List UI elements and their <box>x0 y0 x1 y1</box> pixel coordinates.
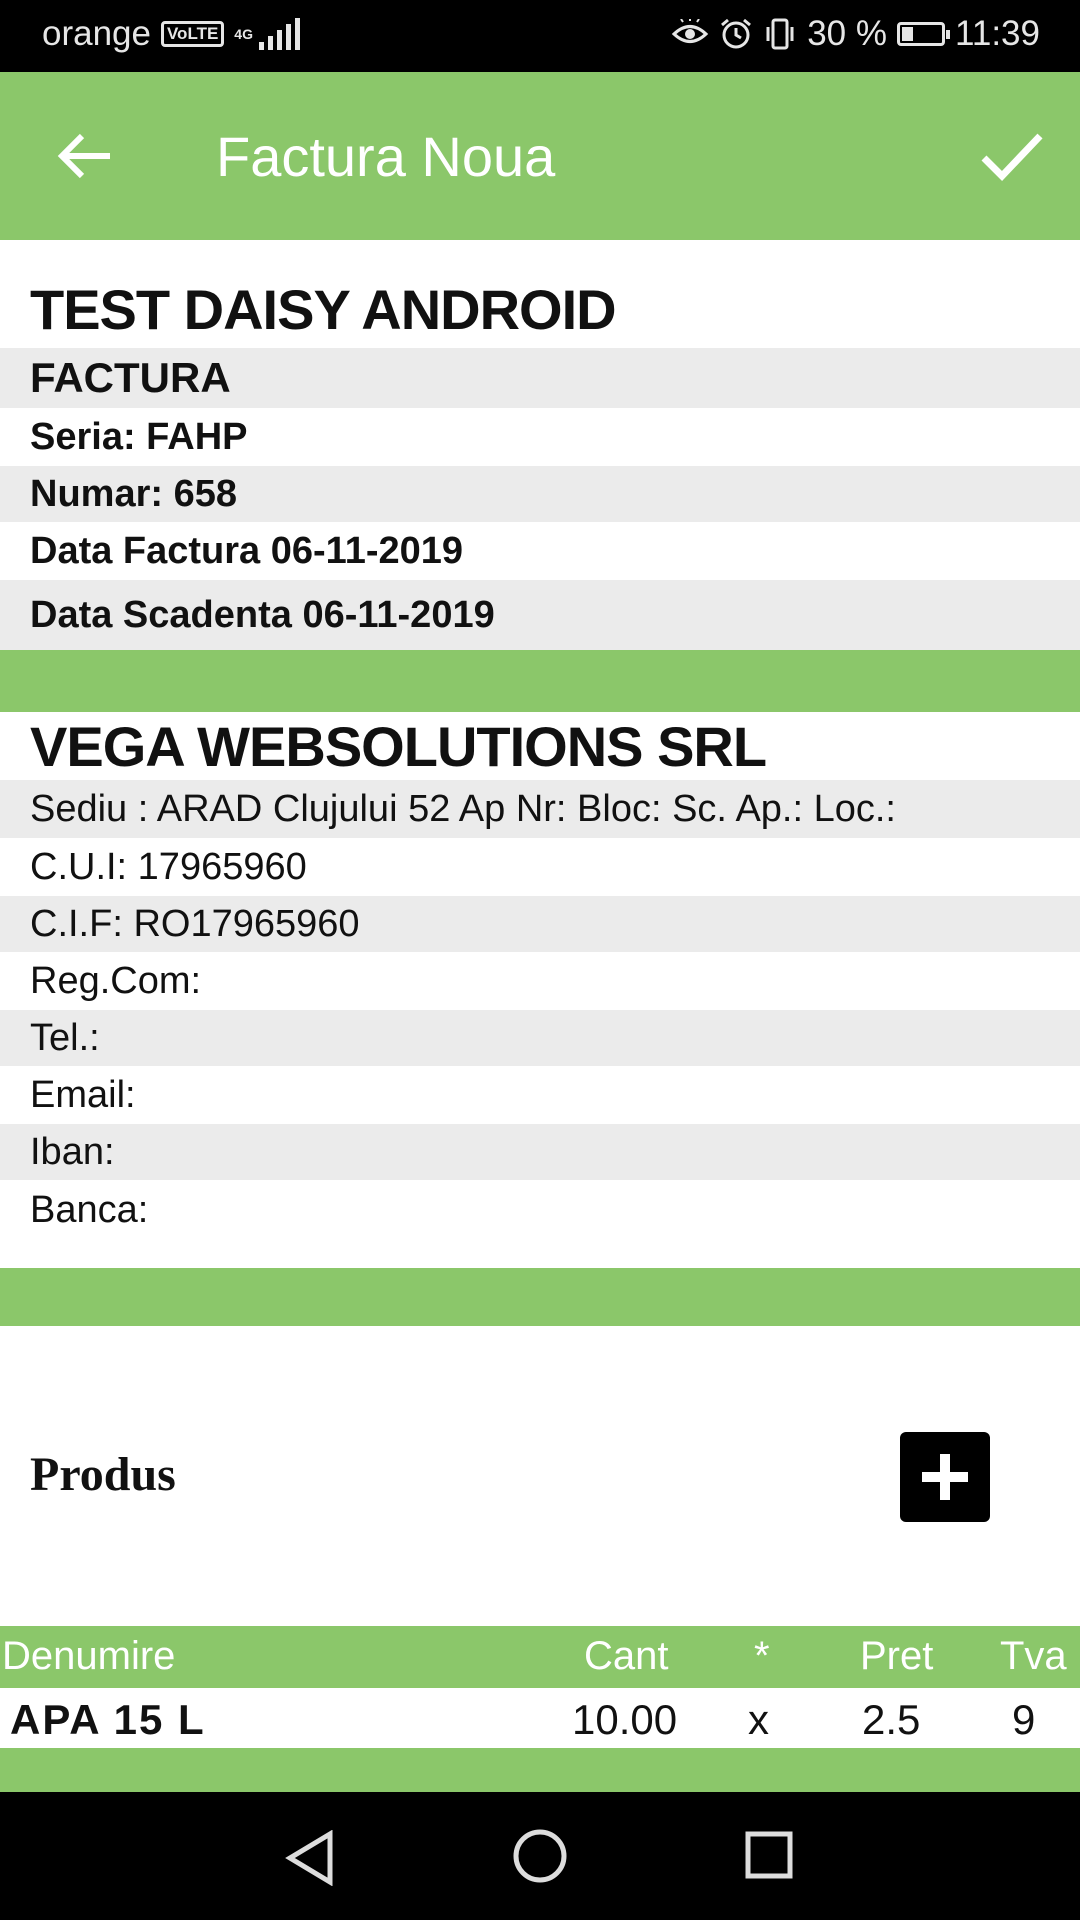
products-table-header <box>0 1626 1080 1688</box>
client-tel: Tel.: <box>0 1010 1080 1066</box>
back-triangle-icon[interactable] <box>284 1830 336 1886</box>
carrier-name: orange <box>42 14 151 53</box>
client-iban: Iban: <box>0 1124 1080 1180</box>
client-regcom: Reg.Com: <box>30 959 202 1002</box>
app-bar <box>0 72 1080 240</box>
battery-icon <box>897 22 945 46</box>
section-divider <box>0 650 1080 712</box>
company-name: TEST DAISY ANDROID <box>30 277 616 341</box>
table-footer-bar <box>0 1748 1080 1792</box>
col-pret: Pret <box>860 1634 934 1678</box>
network-type: 4G <box>234 26 253 42</box>
product-price: 2.5 <box>862 1696 921 1743</box>
invoice-date: Data Factura 06-11-2019 <box>30 529 464 572</box>
invoice-due-date: Data Scadenta 06-11-2019 <box>0 580 1080 650</box>
navigation-bar <box>0 1792 1080 1920</box>
clock: 11:39 <box>955 14 1040 53</box>
invoice-seria: Seria: FAHP <box>30 415 248 458</box>
product-qty: 10.00 <box>572 1696 678 1743</box>
col-mult: * <box>754 1634 770 1678</box>
product-mult: x <box>748 1696 769 1743</box>
products-label: Produs <box>30 1448 176 1501</box>
confirm-button[interactable] <box>974 118 1050 194</box>
client-name: VEGA WEBSOLUTIONS SRL <box>30 714 767 778</box>
product-vat: 9 <box>1012 1696 1036 1743</box>
recents-square-icon[interactable] <box>744 1830 794 1880</box>
product-name: APA 15 L <box>10 1696 206 1743</box>
home-circle-icon[interactable] <box>512 1828 568 1884</box>
vibrate-icon <box>763 17 797 51</box>
client-cif: C.I.F: RO17965960 <box>0 896 1080 952</box>
page-title: Factura Noua <box>216 125 556 188</box>
add-product-button[interactable] <box>900 1432 990 1522</box>
col-tva: Tva <box>1000 1634 1067 1678</box>
signal-icon <box>259 18 300 50</box>
battery-percent: 30 % <box>807 14 887 53</box>
table-row[interactable] <box>0 1688 1080 1748</box>
invoice-numar: Numar: 658 <box>0 466 1080 522</box>
check-icon <box>974 118 1050 194</box>
col-denumire: Denumire <box>2 1634 176 1678</box>
client-banca: Banca: <box>30 1188 149 1231</box>
status-bar <box>0 0 1080 72</box>
client-email: Email: <box>30 1073 136 1116</box>
client-sediu: Sediu : ARAD Clujului 52 Ap Nr: Bloc: Sc. Ap.: Loc.: <box>0 780 1080 838</box>
back-button[interactable] <box>48 120 120 192</box>
col-cant: Cant <box>584 1634 669 1678</box>
doc-type: FACTURA <box>0 348 1080 408</box>
alarm-icon <box>719 17 753 51</box>
arrow-left-icon <box>48 120 120 192</box>
eye-icon <box>671 19 709 49</box>
volte-badge: VoLTE <box>161 21 224 47</box>
client-cui: C.U.I: 17965960 <box>30 845 307 888</box>
section-divider <box>0 1268 1080 1326</box>
